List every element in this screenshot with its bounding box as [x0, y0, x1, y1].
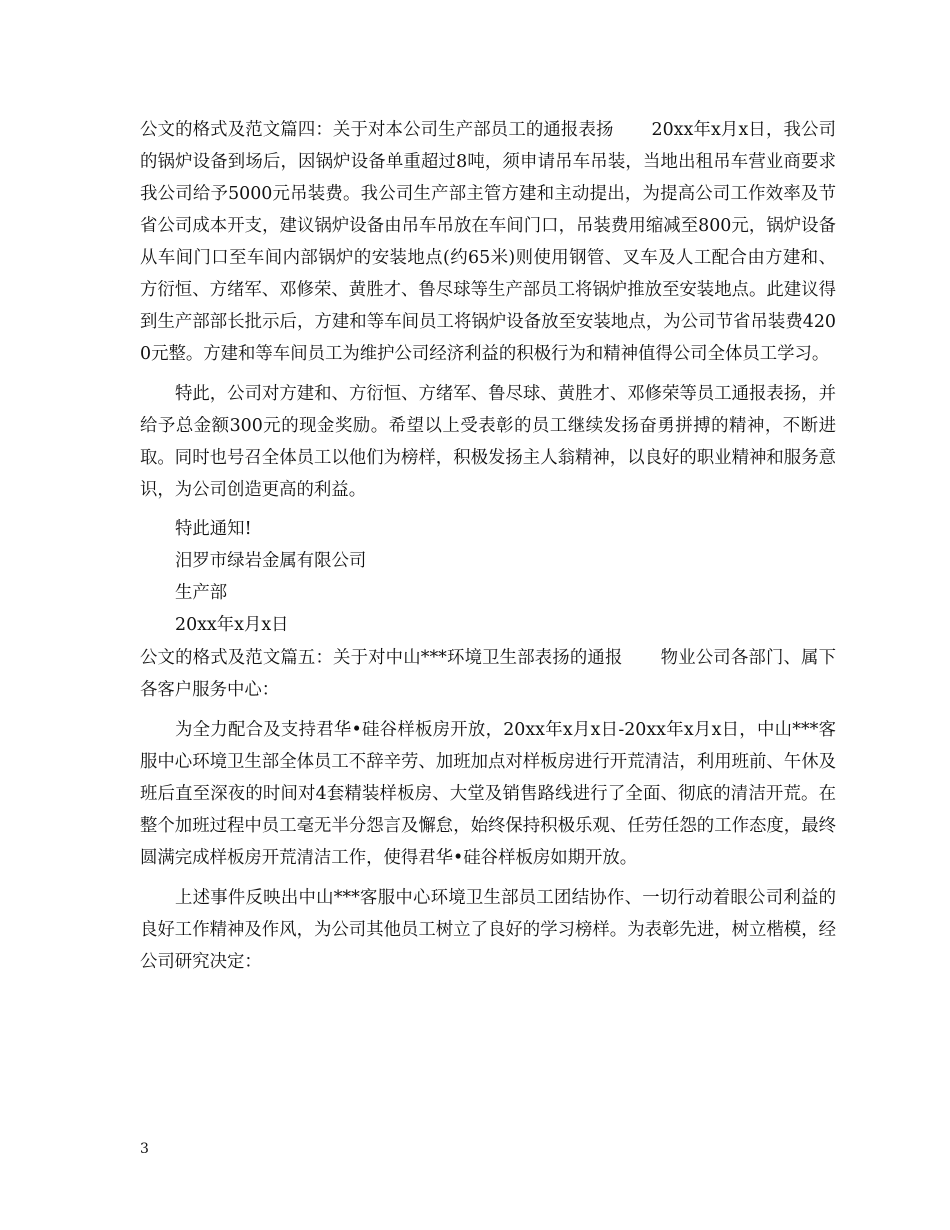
article4-paragraph-2: 特此，公司对方建和、方衍恒、方绪军、鲁尽球、黄胜才、邓修荣等员工通报表扬，并给予总金额300元的现金奖励。希望以上受表彰的员工继续发扬奋勇拼搏的精神，不断进取。同时也号召全体员工以他们为榜样，积极发扬主人翁精神，以良好的职业精神和服务意识，为公司创造更高的利益。: [140, 384, 836, 500]
article4-company: 汨罗市绿岩金属有限公司: [175, 551, 367, 571]
article4-notice: 特此通知!: [175, 519, 252, 539]
article4-paragraph-1: [140, 114, 836, 370]
document-body: [140, 114, 836, 986]
article5-paragraph-3: 上述事件反映出中山***客服中心环境卫生部员工团结协作、一切行动着眼公司利益的良好工作精神及作风，为公司其他员工树立了良好的学习榜样。为表彰先进，树立楷模，经公司研究决定：: [140, 888, 836, 972]
article5-paragraph-1-text: 物业公司各部门、属下各客户服务中心：: [140, 648, 836, 700]
article4-date: 20xx年x月x日: [175, 615, 289, 635]
article5-paragraph-1: [140, 642, 836, 706]
page-number: 3: [140, 1141, 149, 1157]
article5-title: 公文的格式及范文篇五：关于对中山***环境卫生部表扬的通报: [140, 648, 623, 668]
article4-department: 生产部: [175, 583, 228, 603]
article4-paragraph-1-text: 20xx年x月x日，我公司的锅炉设备到场后，因锅炉设备单重超过8吨，须申请吊车吊装，当地出租吊车营业商要求我公司给予5000元吊装费。我公司生产部主管方建和主动提出，为提高公司工作效率及节省公司成本开支，建议锅炉设备由吊车吊放在车间门口，吊装费用缩减至800元，锅炉设备从车间门口至车间内部锅炉的安装地点(约65米)则使用钢管、叉车及人工配合由方建和、方衍恒、方绪军、邓修荣、黄胜才、鲁尽球等生产部员工将锅炉推放至安装地点。此建议得到生产部部长批示后，方建和等车间员工将锅炉设备放至安装地点，为公司节省吊装费4200元整。方建和等车间员工为维护公司经济利益的积极行为和精神值得公司全体员工学习。: [140, 120, 836, 364]
article4-title: 公文的格式及范文篇四：关于对本公司生产部员工的通报表扬: [140, 120, 614, 140]
article5-paragraph-2: 为全力配合及支持君华•硅谷样板房开放，20xx年x月x日-20xx年x月x日，中山***客服中心环境卫生部全体员工不辞辛劳、加班加点对样板房进行开荒清洁，利用班前、午休及班后直至深夜的时间对4套精装样板房、大堂及销售路线进行了全面、彻底的清洁开荒。在整个加班过程中员工毫无半分怨言及懈怠，始终保持积极乐观、任劳任怨的工作态度，最终圆满完成样板房开荒清洁工作，使得君华•硅谷样板房如期开放。: [140, 720, 836, 868]
